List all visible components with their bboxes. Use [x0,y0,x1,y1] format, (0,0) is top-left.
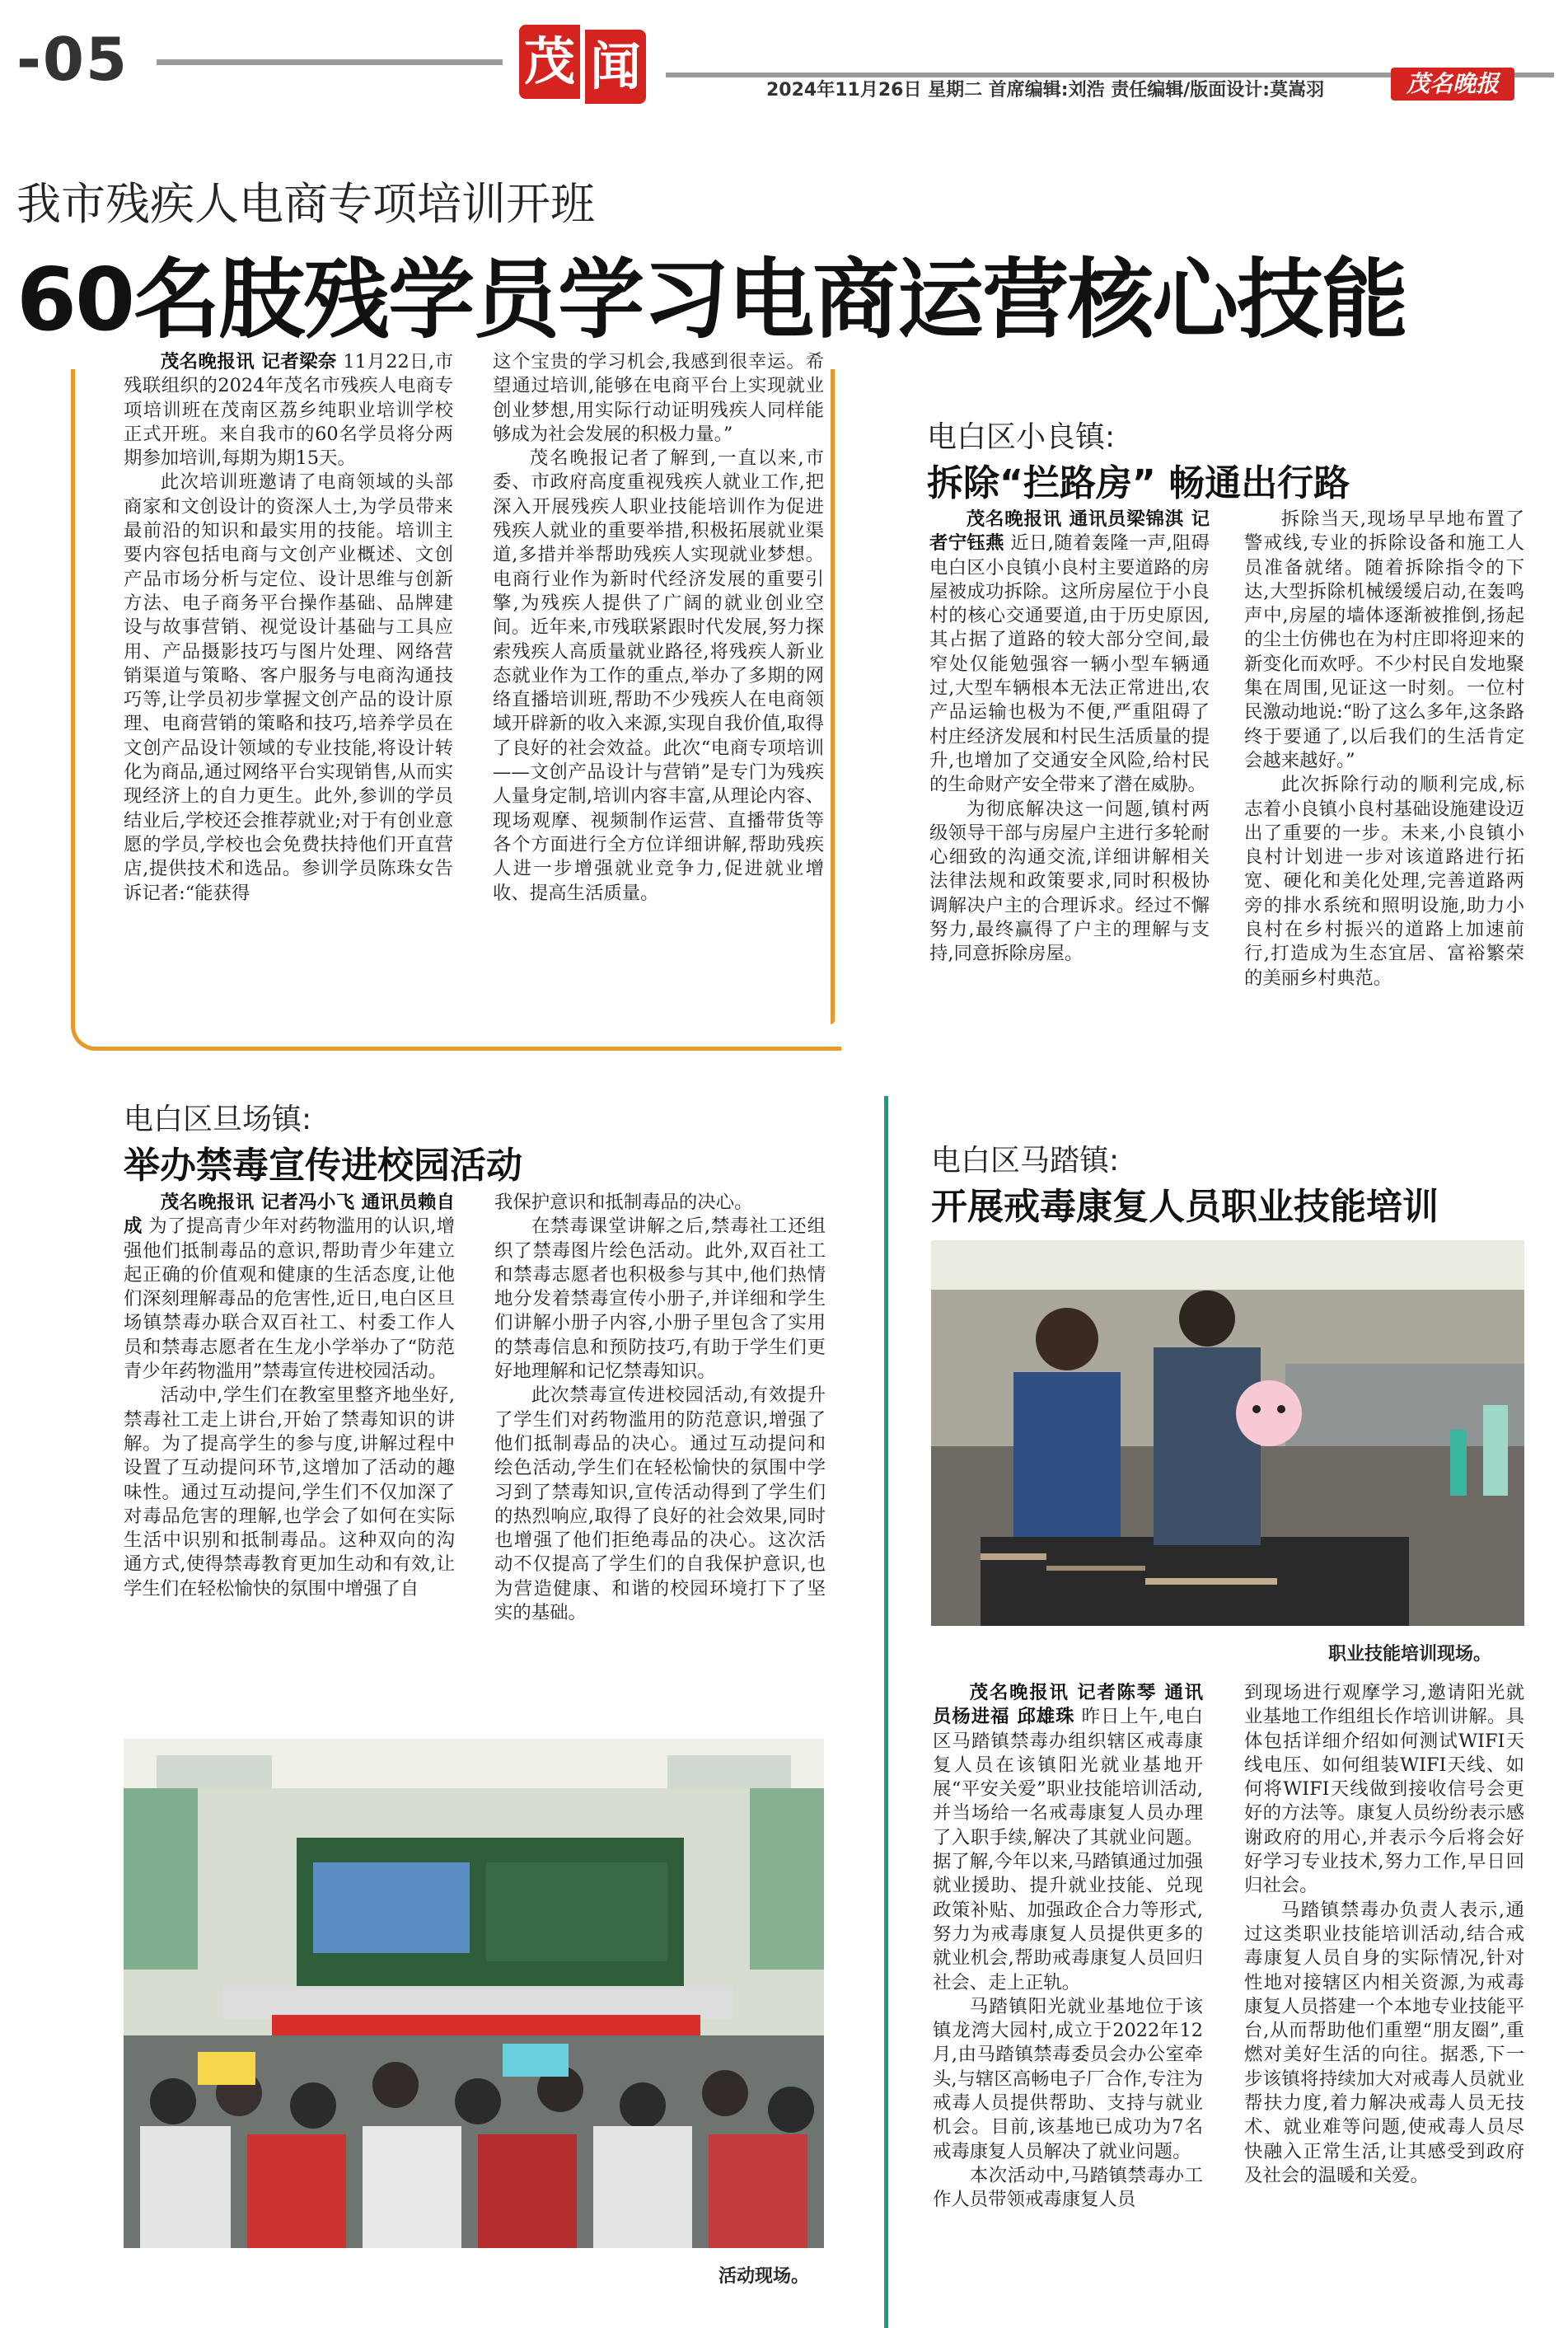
classroom-photo-illustration [124,1739,824,2248]
header-rule-left [157,59,503,65]
matage-paragraph: 到现场进行观摩学习,邀请阳光就业基地工作组组长作培训讲解。具体包括详细介绍如何测试WIFI天线电压、如何组装WIFI天线、如何将WIFI天线做到接收信号会更好的方法等。康复人员纷纷表示感谢政府的用心,并表示今后将会好好学习专业技术,努力工作,早日回归社会。 [1244,1682,1524,1897]
xiaoliang-paragraph: 此次拆除行动的顺利完成,标志着小良镇小良村基础设施建设迈出了重要的一步。未来,小良镇小良村计划进一步对该道路进行拓宽、硬化和美化处理,完善道路两旁的排水系统和照明设施,助力小良村在乡村振兴的道路上加速前行,打造成为生态宜居、富裕繁荣的美丽乡村典范。 [1244,774,1524,989]
main-article-paragraph: 茂名晚报记者了解到,一直以来,市委、市政府高度重视残疾人就业工作,把深入开展残疾人职业技能培训作为促进残疾人就业的重要举措,积极拓展就业渠道,多措并举帮助残疾人实现就业梦想。电商行业作为新时代经济发展的重要引擎,为残疾人提供了广阔的就业创业空间。近年来,市残联紧跟时代发展,努力探索残疾人高质量就业路径,将残疾人新业态就业作为工作的重点,举办了多期的网络直播培训班,帮助不少残疾人在电商领域开辟新的收入来源,实现自我价值,取得了良好的社会效益。此次“电商专项培训——文创产品设计与营销”是专门为残疾人量身定制,培训内容丰富,从理论内容、现场观摩、视频制作运营、直播带货等各个方面进行全方位详细讲解,帮助残疾人进一步增强就业竞争力,促进就业增收、提高生活质量。 [493,447,824,904]
matage-byline: 茂名晚报讯 记者陈琴 通讯员杨进福 邱雄珠 [933,1682,1203,1728]
danchang-headline: 举办禁毒宣传进校园活动 [124,1145,522,1187]
main-article-byline: 茂名晚报讯 记者梁奈 [160,351,337,372]
main-article-paragraph: 此次培训班邀请了电商领域的头部商家和文创设计的资深人士,为学员带来最前沿的知识和最实用的技能。培训主要内容包括电商与文创产业概述、文创产品市场分析与定位、设计思维与创新方法、电子商务平台操作基础、品牌建设与故事营销、视觉设计基础与工具应用、产品摄影技巧与图片处理、网络营销渠道与策略、客户服务与电商沟通技巧等,让学员初步掌握文创产品的设计原理、电商营销的策略和技巧,培养学员在文创产品设计领域的专业技能,将设计转化为商品,通过网络平台实现销售,从而实现经济上的自力更生。此外,参训的学员结业后,学校还会推荐就业;对于有创业意愿的学员,学校也会免费扶持他们开直营店,提供技术和选品。参训学员陈珠女告诉记者:“能获得 [124,471,453,904]
matage-lead-text: 昨日上午,电白区马踏镇禁毒办组织辖区戒毒康复人员在该镇阳光就业基地开展“平安关爱”职业技能培训活动,并当场给一名戒毒康复人员办理了入职手续,解决了其就业问题。据了解,今年以来,马踏镇通过加强就业援助、提升就业技能、兑现政策补贴、加强政企合力等形式,努力为戒毒康复人员提供更多的就业机会,帮助戒毒康复人员回归社会、走上正轨。 [933,1706,1203,1993]
danchang-col-2 [494,1191,826,1625]
xiaoliang-col-1 [929,508,1210,967]
xiaoliang-lead-text: 近日,随着轰隆一声,阻碍电白区小良镇小良村主要道路的房屋被成功拆除。这所房屋位于小良村的核心交通要道,由于历史原因,其占据了道路的较大部分空间,最窄处仅能勉强容一辆小型车辆通过,大型车辆根本无法正常进出,农产品运输也极为不便,严重阻碍了村庄经济发展和村民生活质量的提升,也增加了交通安全风险,给村民的生命财产安全带来了潜在威胁。 [929,532,1210,796]
header-info: 2024年11月26日 星期二 首席编辑:刘浩 责任编辑/版面设计:莫嵩羽 [766,80,1325,101]
danchang-paragraph: 活动中,学生们在教室里整齐地坐好,禁毒社工走上讲台,开始了禁毒知识的讲解。为了提高学生的参与度,讲解过程中设置了互动提问环节,这增加了活动的趣味性。通过互动提问,学生们不仅加深了对毒品危害的理解,也学会了如何在实际生活中识别和抵制毒品。这种双向的沟通方式,使得禁毒教育更加生动和有效,让学生们在轻松愉快的氛围中增强了自 [124,1384,455,1600]
xiaoliang-paragraph: 拆除当天,现场早早地布置了警戒线,专业的拆除设备和施工人员准备就绪。随着拆除指令的下达,大型拆除机械缓缓启动,在轰鸣声中,房屋的墙体逐渐被推倒,扬起的尘土仿佛也在为村庄即将迎来的新变化而欢呼。不少村民自发地聚集在周围,见证这一时刻。一位村民激动地说:“盼了这么多年,这条路终于要通了,以后我们的生活肯定会越来越好。” [1244,508,1524,771]
classroom-photo-caption: 活动现场。 [718,2266,810,2287]
xiaoliang-kicker: 电白区小良镇: [927,420,1116,454]
training-photo-illustration [931,1240,1524,1626]
matage-lead [933,1681,1203,1995]
matage-paragraph: 马踏镇禁毒办负责人表示,通过这类职业技能培训活动,结合戒毒康复人员自身的实际情况,针对性地对接辖区内相关资源,为戒毒康复人员搭建一个本地专业技能平台,从而帮助他们重塑“朋友圈”,重燃对美好生活的向往。据悉,下一步该镇将持续加大对戒毒人员就业帮扶力度,着力解决戒毒人员无技术、就业难等问题,使戒毒人员尽快融入正常生活,让其感受到政府及社会的温暖和关爱。 [1244,1899,1524,2186]
matage-col-2 [1244,1681,1524,2188]
main-article-paragraph: 这个宝贵的学习机会,我感到很幸运。希望通过培训,能够在电商平台上实现就业创业梦想,用实际行动证明残疾人同样能够成为社会发展的积极力量。” [493,351,824,445]
matage-col-1 [933,1681,1203,2213]
xiaoliang-lead [929,508,1210,798]
danchang-paragraph: 此次禁毒宣传进校园活动,有效提升了学生们对药物滥用的防范意识,增强了他们抵制毒品的决心。通过互动提问和绘色活动,学生们在轻松愉快的氛围中学习到了禁毒知识,宣传活动得到了学生们的热烈响应,取得了良好的社会效果,同时也增强了他们拒绝毒品的决心。这次活动不仅提高了学生们的自我保护意识,也为营造健康、和谐的校园环境打下了坚实的基础。 [494,1384,826,1624]
danchang-col-1 [124,1191,455,1601]
danchang-byline: 茂名晚报讯 记者冯小飞 通讯员赖自成 [124,1192,455,1238]
matage-paragraph: 本次活动中,马踏镇禁毒办工作人员带领戒毒康复人员 [933,2164,1203,2211]
matage-kicker: 电白区马踏镇: [931,1144,1120,1178]
classroom-photo [124,1739,824,2248]
danchang-lead [124,1191,455,1384]
training-photo [931,1240,1524,1626]
page-number: -05 [16,25,129,94]
section-logo [519,25,651,104]
paper-logo: 茂名晚报 [1391,68,1514,101]
main-article-col-1 [124,350,453,906]
training-photo-caption: 职业技能培训现场。 [1328,1644,1492,1665]
column-divider [884,1096,888,2328]
main-article-frame-right [831,369,835,1024]
main-article-lead-text: 11月22日,市残联组织的2024年茂名市残疾人电商专项培训班在茂南区荔乡纯职业培训学校正式开班。来自我市的60名学员将分两期参加培训,每期为期15天。 [124,351,453,470]
danchang-paragraph: 我保护意识和抵制毒品的决心。 [494,1192,753,1213]
matage-paragraph: 马踏镇阳光就业基地位于该镇龙湾大园村,成立于2022年12月,由马踏镇禁毒委员会办公室牵头,与辖区高畅电子厂合作,专注为戒毒人员提供帮助、支持与就业机会。目前,该基地已成功为7名戒毒康复人员解决了就业问题。 [933,1995,1203,2162]
main-kicker: 我市残疾人电商专项培训开班 [16,178,595,230]
main-article-lead [124,350,453,471]
xiaoliang-headline: 拆除“拦路房” 畅通出行路 [927,462,1350,504]
danchang-paragraph: 在禁毒课堂讲解之后,禁毒社工还组织了禁毒图片绘色活动。此外,双百社工和禁毒志愿者也积极参与其中,他们热情地分发着禁毒宣传小册子,并详细和学生们讲解小册子内容,小册子里包含了实用的禁毒信息和预防技巧,有助于学生们更好地理解和记忆禁毒知识。 [494,1216,826,1383]
xiaoliang-paragraph: 为彻底解决这一问题,镇村两级领导干部与房屋户主进行多轮耐心细致的沟通交流,详细讲解相关法律法规和政策要求,同时积极协调解决户主的合理诉求。经过不懈努力,最终赢得了户主的理解与支持,同意拆除房屋。 [929,798,1210,965]
section-logo-char-2: 闻 [585,30,646,104]
section-logo-char-1: 茂 [519,25,580,99]
danchang-lead-text: 为了提高青少年对药物滥用的认识,增强他们抵制毒品的意识,帮助青少年建立起正确的价值观和健康的生活态度,让他们深刻理解毒品的危害性,近日,电白区旦场镇禁毒办联合双百社工、村委工作人员和禁毒志愿者在生龙小学举办了“防范青少年药物滥用”禁毒宣传进校园活动。 [124,1216,455,1383]
main-headline: 60名肢残学员学习电商运营核心技能 [16,250,1407,350]
matage-headline: 开展戒毒康复人员职业技能培训 [931,1186,1439,1228]
xiaoliang-col-2 [1244,508,1524,991]
danchang-kicker: 电白区旦场镇: [124,1103,312,1136]
xiaoliang-byline: 茂名晚报讯 通讯员梁锦淇 记者宁钰燕 [929,508,1210,555]
main-article-col-2 [493,350,824,906]
